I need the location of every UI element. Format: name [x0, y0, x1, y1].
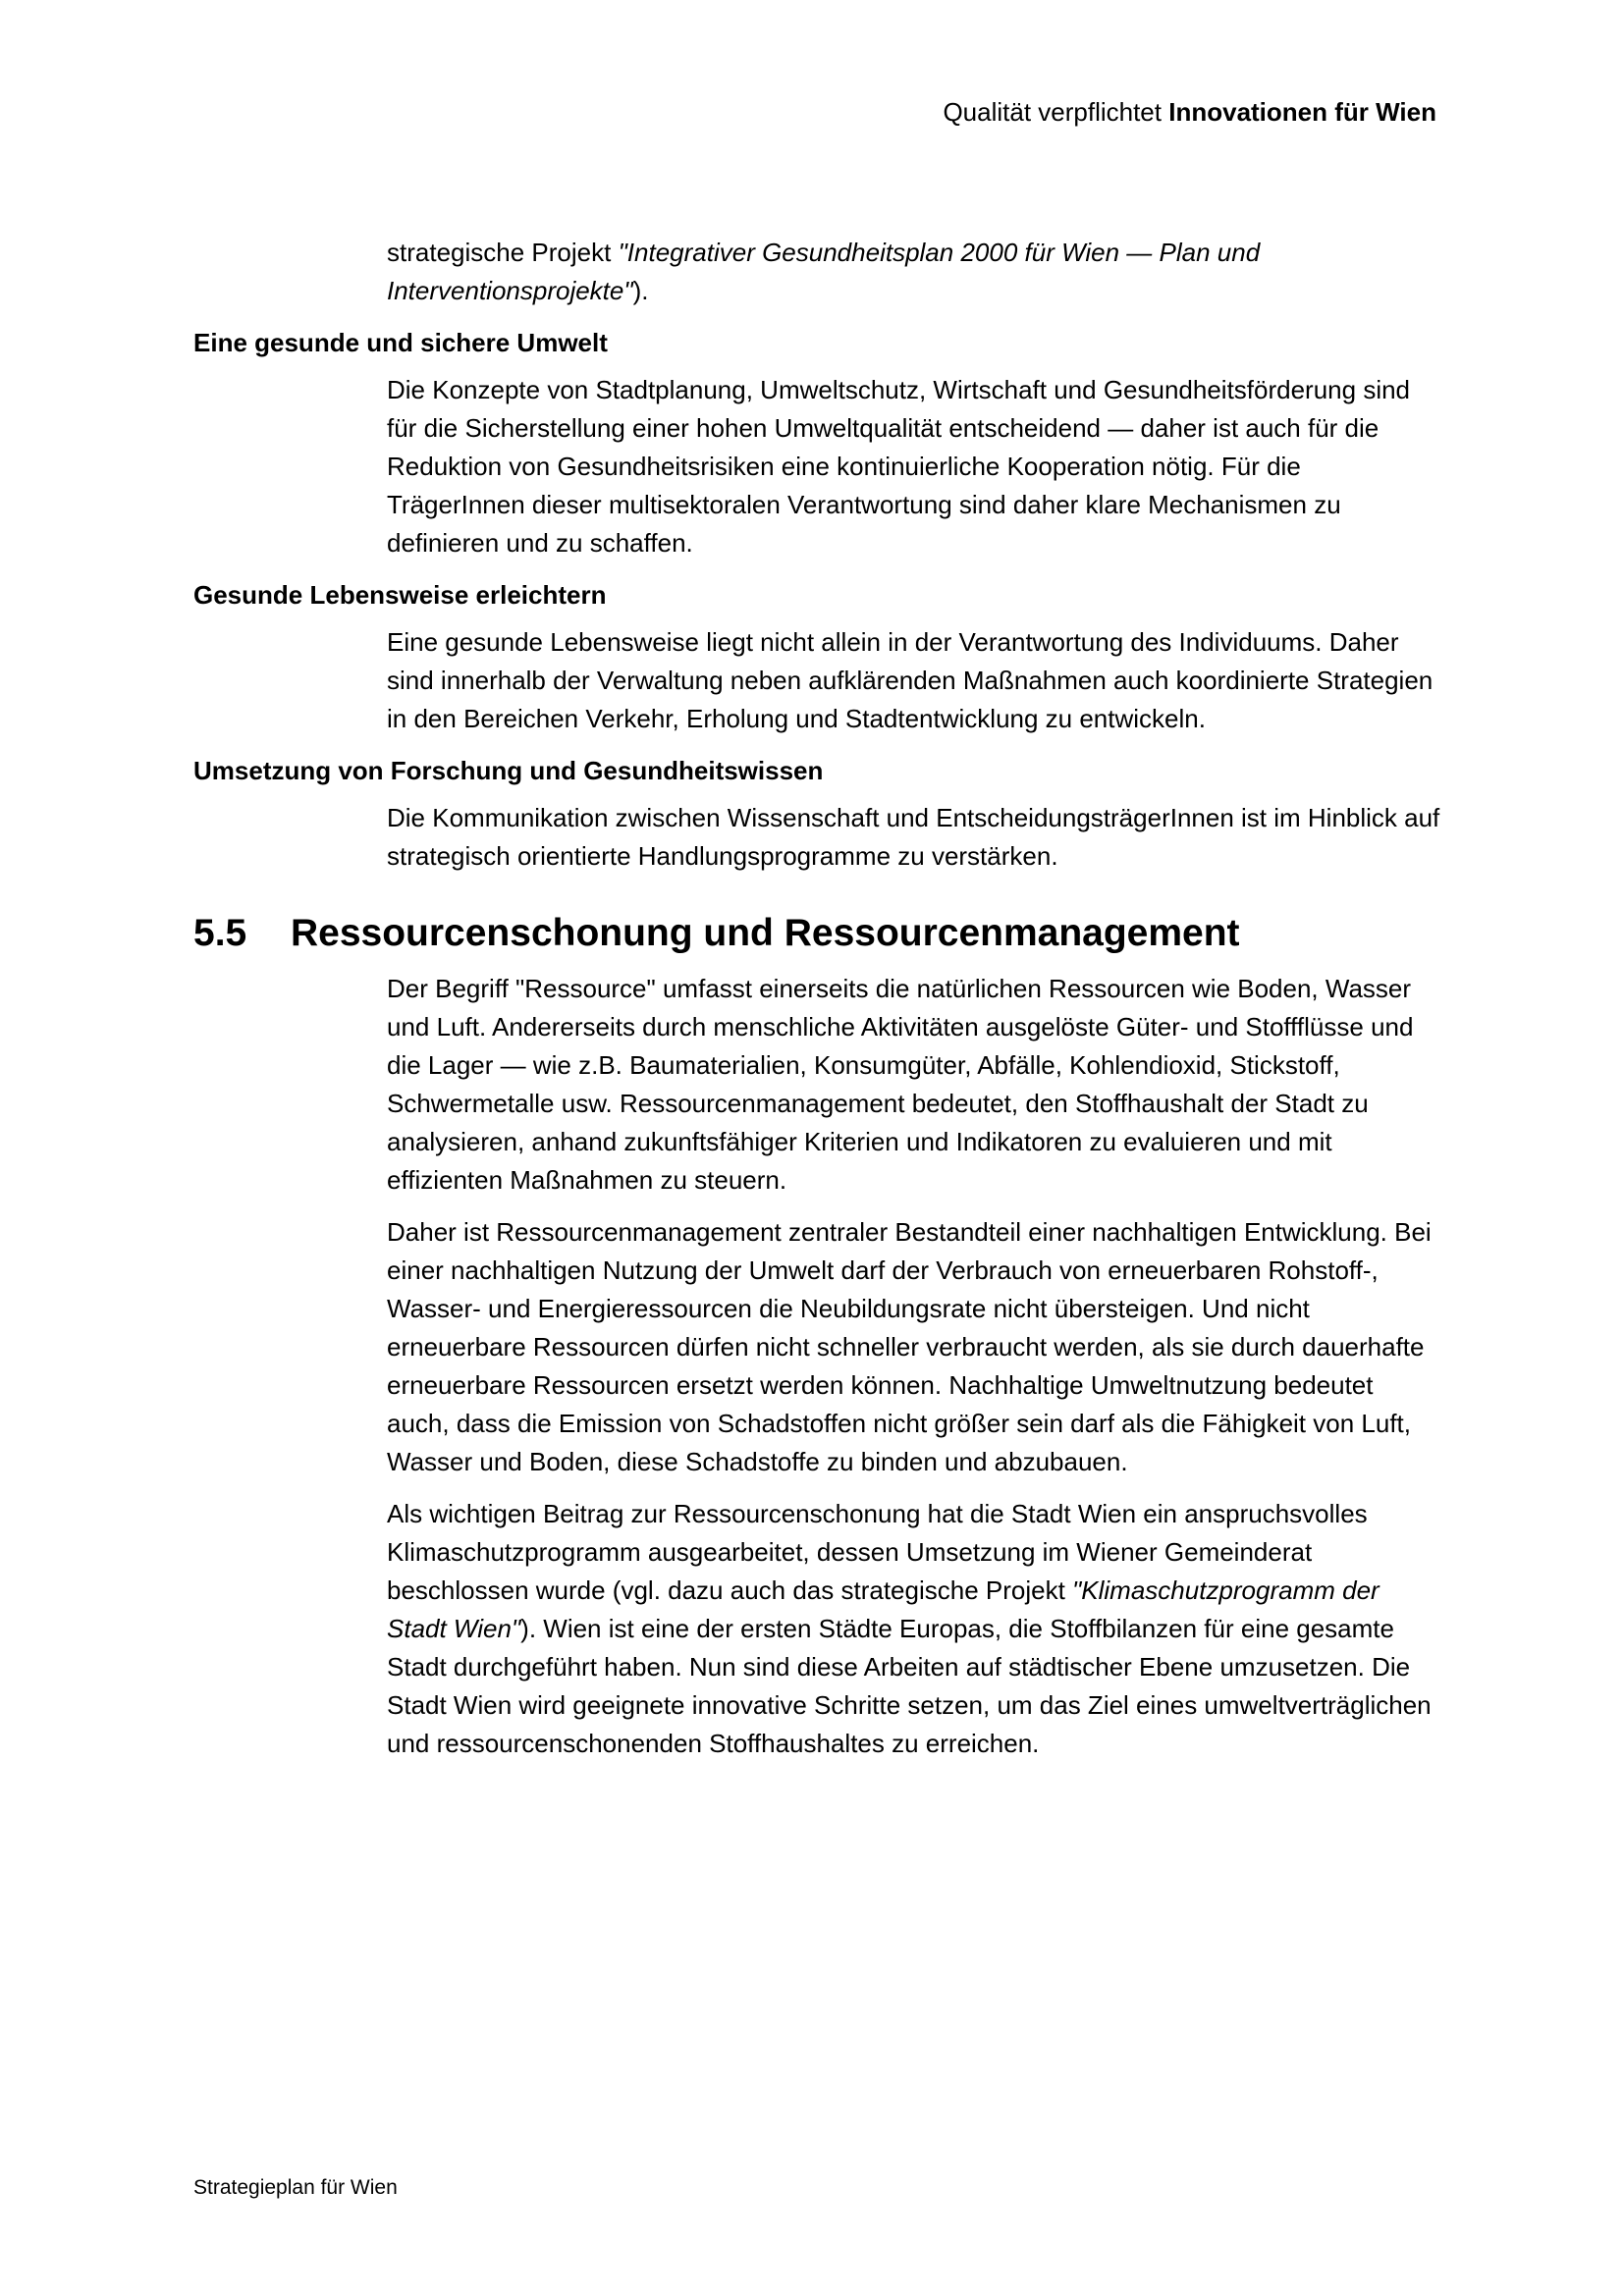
subsection-heading: Eine gesunde und sichere Umwelt	[193, 328, 608, 357]
page-content	[193, 234, 1440, 1777]
header-prefix: Qualität verpflichtet	[943, 97, 1162, 127]
section-paragraph: Als wichtigen Beitrag zur Ressourcenschonung hat die Stadt Wien ein anspruchsvolles Klimaschutzprogramm ausgearbeitet, dessen Umsetzung im Wiener Gemeinderat beschlossen wurde (vgl. dazu auch das strategische Projekt "Klimaschutzprogramm der Stadt Wien"). Wien ist eine der ersten Städte Europas, die Stoffbilanzen für eine gesamte Stadt durchgeführt haben. Nun sind diese Arbeiten auf städtischer Ebene umzusetzen. Die Stadt Wien wird geeignete innovative Schritte setzen, um das Ziel eines umweltverträglichen und ressourcenschonenden Stoffhaushaltes zu erreichen.	[387, 1499, 1432, 1758]
subsection-heading: Umsetzung von Forschung und Gesundheitswissen	[193, 756, 824, 785]
project-title: "Klimaschutzprogramm der Stadt Wien"	[387, 1575, 1380, 1643]
section-title: Ressourcenschonung und Ressourcenmanagement	[291, 912, 1240, 954]
subsection-paragraph: Eine gesunde Lebensweise liegt nicht allein in der Verantwortung des Individuums. Daher sind innerhalb der Verwaltung neben aufklärenden Maßnahmen auch koordinierte Strategien in den Bereichen Verkehr, Erholung und Stadtentwicklung zu entwickeln.	[387, 627, 1434, 733]
subsection-paragraph: Die Konzepte von Stadtplanung, Umweltschutz, Wirtschaft und Gesundheitsförderung sind für die Sicherstellung einer hohen Umweltqualität entscheidend — daher ist auch für die Reduktion von Gesundheitsrisiken eine kontinuierliche Kooperation nötig. Für die TrägerInnen dieser multisektoralen Verantwortung sind daher klare Mechanismen zu definieren und zu schaffen.	[387, 375, 1411, 558]
page-footer: Strategieplan für Wien	[193, 2176, 398, 2199]
header-title: Innovationen für Wien	[1168, 97, 1436, 127]
section-number: 5.5	[193, 912, 247, 954]
subsection-paragraph: Die Kommunikation zwischen Wissenschaft und EntscheidungsträgerInnen ist im Hinblick auf strategisch orientierte Handlungsprogramme zu verstärken.	[387, 803, 1440, 871]
intro-paragraph: strategische Projekt "Integrativer Gesundheitsplan 2000 für Wien — Plan und Interventionsprojekte").	[387, 238, 1261, 305]
section-heading	[193, 909, 1440, 958]
subsection-heading: Gesunde Lebensweise erleichtern	[193, 580, 607, 610]
section-paragraph: Daher ist Ressourcenmanagement zentraler Bestandteil einer nachhaltigen Entwicklung. Bei einer nachhaltigen Nutzung der Umwelt darf der Verbrauch von erneuerbaren Rohstoff-, Wasser- und Energieressourcen die Neubildungsrate nicht übersteigen. Und nicht erneuerbare Ressourcen dürfen nicht schneller verbraucht werden, als sie durch dauerhafte erneuerbare Ressourcen ersetzt werden können. Nachhaltige Umweltnutzung bedeutet auch, dass die Emission von Schadstoffen nicht größer sein darf als die Fähigkeit von Luft, Wasser und Boden, diese Schadstoffe zu binden und abzubauen.	[387, 1217, 1432, 1476]
page-header	[943, 94, 1436, 130]
section-paragraph: Der Begriff "Ressource" umfasst einerseits die natürlichen Ressourcen wie Boden, Wasser und Luft. Andererseits durch menschliche Aktivitäten ausgelöste Güter- und Stoffflüsse und die Lager — wie z.B. Baumaterialien, Konsumgüter, Abfälle, Kohlendioxid, Stickstoff, Schwermetalle usw. Ressourcenmanagement bedeutet, den Stoffhaushalt der Stadt zu analysieren, anhand zukunftsfähiger Kriterien und Indikatoren zu evaluieren und mit effizienten Maßnahmen zu steuern.	[387, 974, 1414, 1195]
project-title: "Integrativer Gesundheitsplan 2000 für Wien — Plan und Interventionsprojekte"	[387, 238, 1261, 305]
